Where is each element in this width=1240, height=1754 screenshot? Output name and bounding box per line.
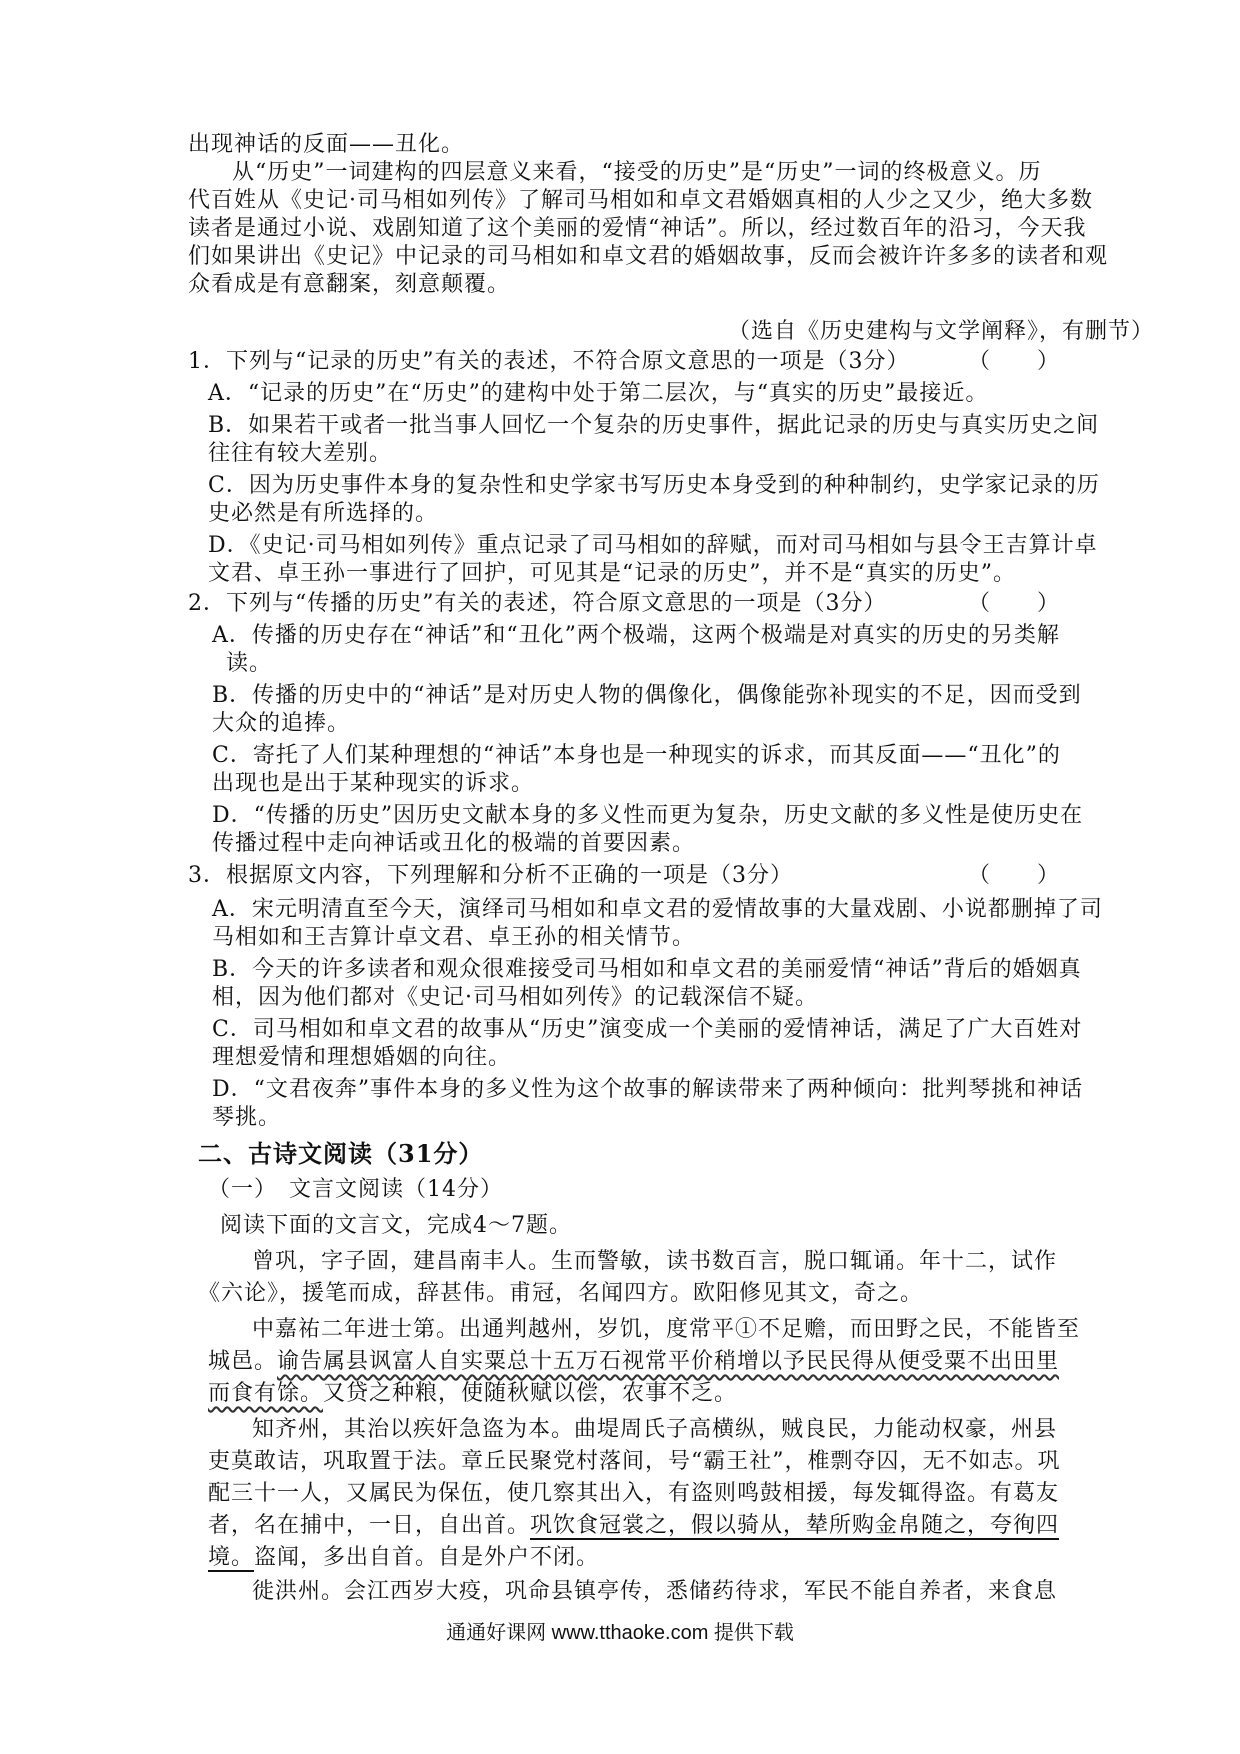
question-3-option-b-cont: 相，因为他们都对《史记·司马相如列传》的记载深信不疑。 (212, 985, 818, 1010)
classical-line: 配三十一人，又属民为保伍，使几察其出入，有盗则鸣鼓相援，每发辄得盗。有葛友 (208, 1481, 1060, 1506)
passage-line: 出现神话的反面——丑化。 (188, 132, 465, 157)
question-1-stem: 1．下列与“记录的历史”有关的表述，不符合原文意思的一项是（3分） (188, 349, 910, 374)
question-2-option-a-cont: 读。 (226, 651, 273, 676)
subsection-1-title: （一） 文言文阅读（14分） (208, 1177, 503, 1202)
classical-text: 盗闻，多出自首。自是外户不闭。 (254, 1545, 600, 1570)
question-2-answer-blank[interactable]: （ ） (968, 591, 1061, 616)
question-2-option-b: B．传播的历史中的“神话”是对历史人物的偶像化，偶像能弥补现实的不足，因而受到 (212, 683, 1082, 708)
underlined-text: 境。 (208, 1545, 255, 1570)
passage-line: 读者是通过小说、戏剧知道了这个美丽的爱情“神话”。所以，经过数百年的沿习，今天我 (188, 216, 1087, 241)
classical-line: 徙洪州。会江西岁大疫，巩命县镇亭传，悉储药待求，军民不能自养者，来食息 (252, 1579, 1058, 1604)
classical-line: 曾巩，字子固，建昌南丰人。生而警敏，读书数百言，脱口辄诵。年十二，试作 (252, 1249, 1058, 1274)
question-1-option-a: A．“记录的历史”在“历史”的建构中处于第二层次，与“真实的历史”最接近。 (208, 381, 989, 406)
question-2-option-c-cont: 出现也是出于某种现实的诉求。 (212, 771, 535, 796)
underlined-text: 巩饮食冠裳之，假以骑从，辇所购金帛随之，夸徇四 (530, 1513, 1060, 1538)
question-3-option-c: C．司马相如和卓文君的故事从“历史”演变成一个美丽的爱情神话，满足了广大百姓对 (212, 1017, 1083, 1042)
question-1-option-c-cont: 史必然是有所选择的。 (208, 501, 439, 526)
classical-line: 《六论》，援笔而成，辞甚伟。甫冠，名闻四方。欧阳修见其文，奇之。 (198, 1281, 924, 1306)
page-footer: 通通好课网 www.tthaoke.com 提供下载 (446, 1622, 794, 1644)
classical-line (0, 1544, 1240, 1572)
question-3-option-a: A．宋元明清直至今天，演绎司马相如和卓文君的爱情故事的大量戏剧、小说都删掉了司 (212, 897, 1103, 922)
passage-line: 从“历史”一词建构的四层意义来看，“接受的历史”是“历史”一词的终极意义。历 (232, 160, 1042, 185)
question-2-option-b-cont: 大众的追捧。 (212, 711, 351, 736)
question-2-stem: 2．下列与“传播的历史”有关的表述，符合原文意思的一项是（3分） (188, 591, 887, 616)
passage-source: （选自《历史建构与文学阐释》，有删节） (728, 319, 1155, 344)
question-1-option-b-cont: 往往有较大差别。 (208, 441, 393, 466)
question-3-option-d: D．“文君夜奔”事件本身的多义性为这个故事的解读带来了两种倾向：批判琴挑和神话 (212, 1077, 1084, 1102)
classical-line: 吏莫敢诘，巩取置于法。章丘民聚党村落间，号“霸王社”，椎剽夺囚，无不如志。巩 (208, 1449, 1061, 1474)
classical-line (0, 1512, 1240, 1540)
classical-line: 中嘉祐二年进士第。出通判越州，岁饥，度常平①不足赡，而田野之民，不能皆至 (252, 1317, 1081, 1342)
question-1-option-c: C．因为历史事件本身的复杂性和史学家书写历史本身受到的种种制约，史学家记录的历 (208, 473, 1100, 498)
question-2-option-d-cont: 传播过程中走向神话或丑化的极端的首要因素。 (212, 831, 696, 856)
question-1-answer-blank[interactable]: （ ） (968, 349, 1061, 374)
question-3-option-a-cont: 马相如和王吉算计卓文君、卓王孙的相关情节。 (212, 925, 696, 950)
instruction: 阅读下面的文言文，完成4～7题。 (220, 1213, 572, 1238)
question-3-option-b: B．今天的许多读者和观众很难接受司马相如和卓文君的美丽爱情“神话”背后的婚姻真 (212, 957, 1082, 982)
question-3-answer-blank[interactable]: （ ） (968, 863, 1061, 888)
question-1-option-d-cont: 文君、卓王孙一事进行了回护，可见其是“记录的历史”，并不是“真实的历史”。 (208, 561, 1016, 586)
classical-line (0, 1348, 1240, 1376)
section-2-title: 二、古诗文阅读（31分） (198, 1139, 484, 1168)
wavy-underlined-text: 谕告属县讽富人自实粟总十五万石视常平价稍增以予民民得从便受粟不出田里 (277, 1349, 1060, 1374)
classical-line (0, 1380, 1240, 1408)
question-2-option-c: C．寄托了人们某种理想的“神话”本身也是一种现实的诉求，而其反面——“丑化”的 (212, 743, 1061, 768)
question-1-option-b: B．如果若干或者一批当事人回忆一个复杂的历史事件，据此记录的历史与真实历史之间 (208, 413, 1100, 438)
classical-text: 城邑。 (208, 1349, 278, 1374)
passage-line: 众看成是有意翻案，刻意颠覆。 (188, 272, 511, 297)
question-3-option-c-cont: 理想爱情和理想婚姻的向往。 (212, 1045, 512, 1070)
question-1-option-d: D．《史记·司马相如列传》重点记录了司马相如的辞赋，而对司马相如与县令王吉算计卓 (208, 533, 1098, 558)
classical-text: 者，名在捕中，一日，自出首。 (208, 1513, 531, 1538)
passage-line: 代百姓从《史记·司马相如列传》了解司马相如和卓文君婚姻真相的人少之又少，绝大多数 (188, 188, 1093, 213)
question-3-option-d-cont: 琴挑。 (212, 1105, 282, 1130)
question-2-option-a: A．传播的历史存在“神话”和“丑化”两个极端，这两个极端是对真实的历史的另类解 (212, 623, 1060, 648)
wavy-underlined-text: 而食有馀。 (208, 1381, 324, 1406)
classical-line: 知齐州，其治以疾奸急盗为本。曲堤周氏子高横纵，贼良民，力能动权豪，州县 (252, 1417, 1058, 1442)
question-3-stem: 3．根据原文内容，下列理解和分析不正确的一项是（3分） (188, 863, 793, 888)
passage-line: 们如果讲出《史记》中记录的司马相如和卓文君的婚姻故事，反而会被许许多多的读者和观 (188, 244, 1109, 269)
question-2-option-d: D．“传播的历史”因历史文献本身的多义性而更为复杂，历史文献的多义性是使历史在 (212, 803, 1084, 828)
classical-text: 又贷之种粮，使随秋赋以偿，农事不乏。 (323, 1381, 738, 1406)
